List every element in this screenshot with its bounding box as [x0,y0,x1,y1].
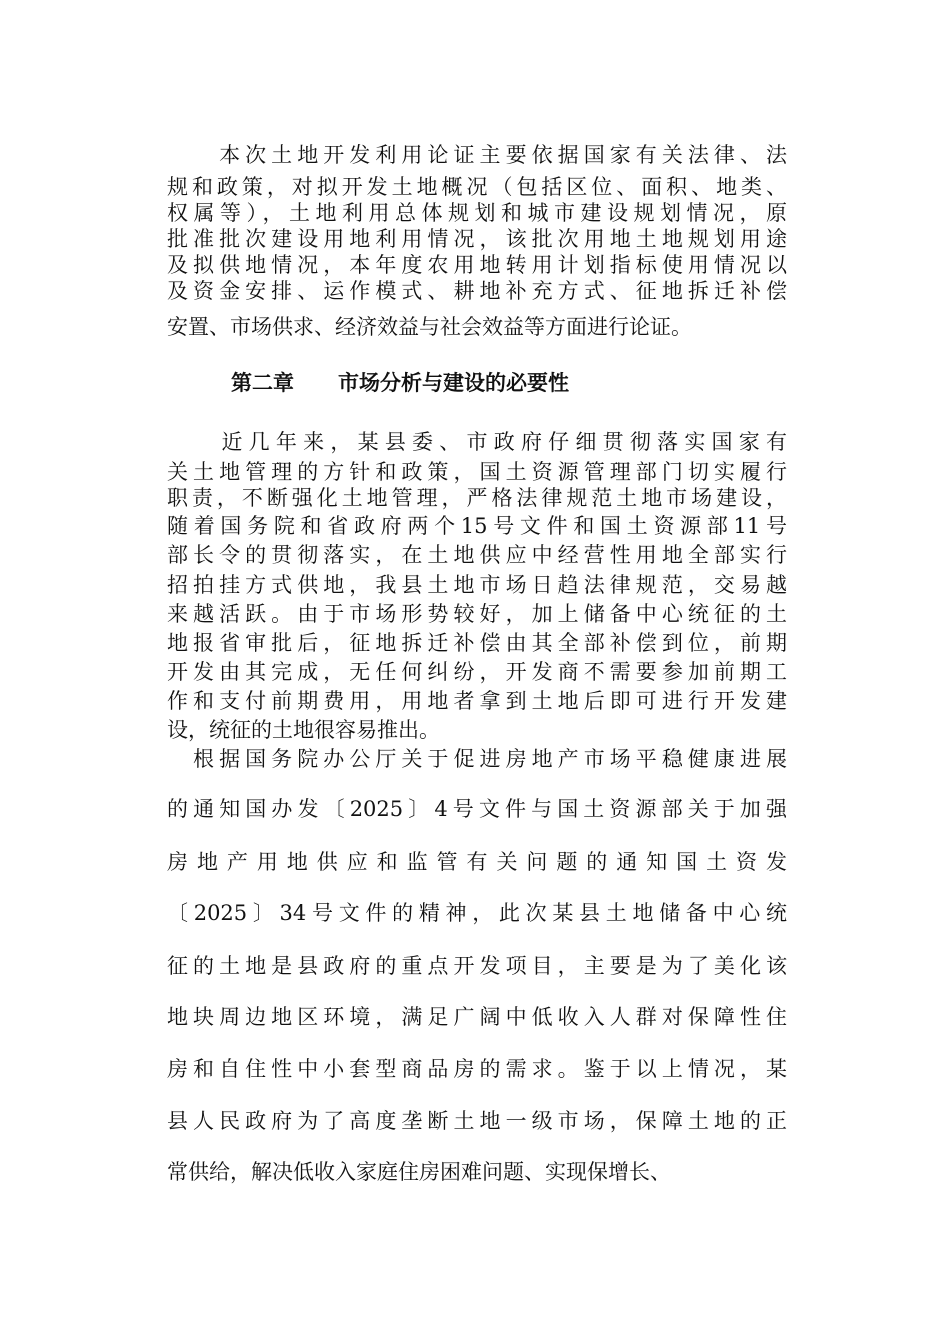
chapter-title: 市场分析与建设的必要性 [338,370,569,395]
text-line: 地块周边地区环境，满足广阔中低收入人群对保障性住 [167,1005,787,1029]
text-line: 安置、市场供求、经济效益与社会效益等方面进行论证。 [167,315,692,339]
text-line: 近几年来，某县委、市政府仔细贯彻落实国家有 [167,430,787,454]
text-line: 的通知国办发〔2025〕4号文件与国土资源部关于加强 [167,797,787,821]
text-line: 及资金安排、运作模式、耕地补充方式、征地拆迁补偿 [167,279,787,303]
text-line: 本次土地开发利用论证主要依据国家有关法律、法 [167,143,787,167]
text-line: 批准批次建设用地利用情况，该批次用地土地规划用途 [167,227,787,251]
text-line: 及拟供地情况，本年度农用地转用计划指标使用情况以 [167,253,787,277]
text-line: 征的土地是县政府的重点开发项目，主要是为了美化该 [167,954,787,978]
text-line: 职责，不断强化土地管理，严格法律规范土地市场建设， [167,486,787,510]
text-line: 关土地管理的方针和政策，国土资源管理部门切实履行 [167,460,787,484]
text-line: 作和支付前期费用，用地者拿到土地后即可进行开发建 [167,689,787,713]
text-line: 房和自住性中小套型商品房的需求。鉴于以上情况，某 [167,1057,787,1081]
text-line: 地报省审批后，征地拆迁补偿由其全部补偿到位，前期 [167,631,787,655]
chapter-number: 第二章 [231,370,294,395]
chapter-heading [231,369,569,397]
text-line: 招拍挂方式供地，我县土地市场日趋法律规范，交易越 [167,573,787,597]
text-line: 县人民政府为了高度垄断土地一级市场，保障土地的正 [167,1109,787,1133]
text-line: 〔2025〕34号文件的精神，此次某县土地储备中心统 [167,901,787,925]
text-line: 根据国务院办公厅关于促进房地产市场平稳健康进展 [167,747,787,771]
text-line: 设，统征的土地很容易推出。 [167,718,440,742]
text-line: 房地产用地供应和监管有关问题的通知国土资发 [167,850,787,874]
text-line: 部长令的贯彻落实，在土地供应中经营性用地全部实行 [167,543,787,567]
text-line: 随着国务院和省政府两个15号文件和国土资源部11号 [167,514,787,538]
text-line: 常供给，解决低收入家庭住房困难问题、实现保增长、 [167,1160,671,1184]
text-line: 开发由其完成，无任何纠纷，开发商不需要参加前期工 [167,660,787,684]
text-line: 规和政策，对拟开发土地概况（包括区位、面积、地类、 [167,175,787,199]
text-line: 权属等），土地利用总体规划和城市建设规划情况，原 [167,201,787,225]
text-line: 来越活跃。由于市场形势较好，加上储备中心统征的土 [167,602,787,626]
